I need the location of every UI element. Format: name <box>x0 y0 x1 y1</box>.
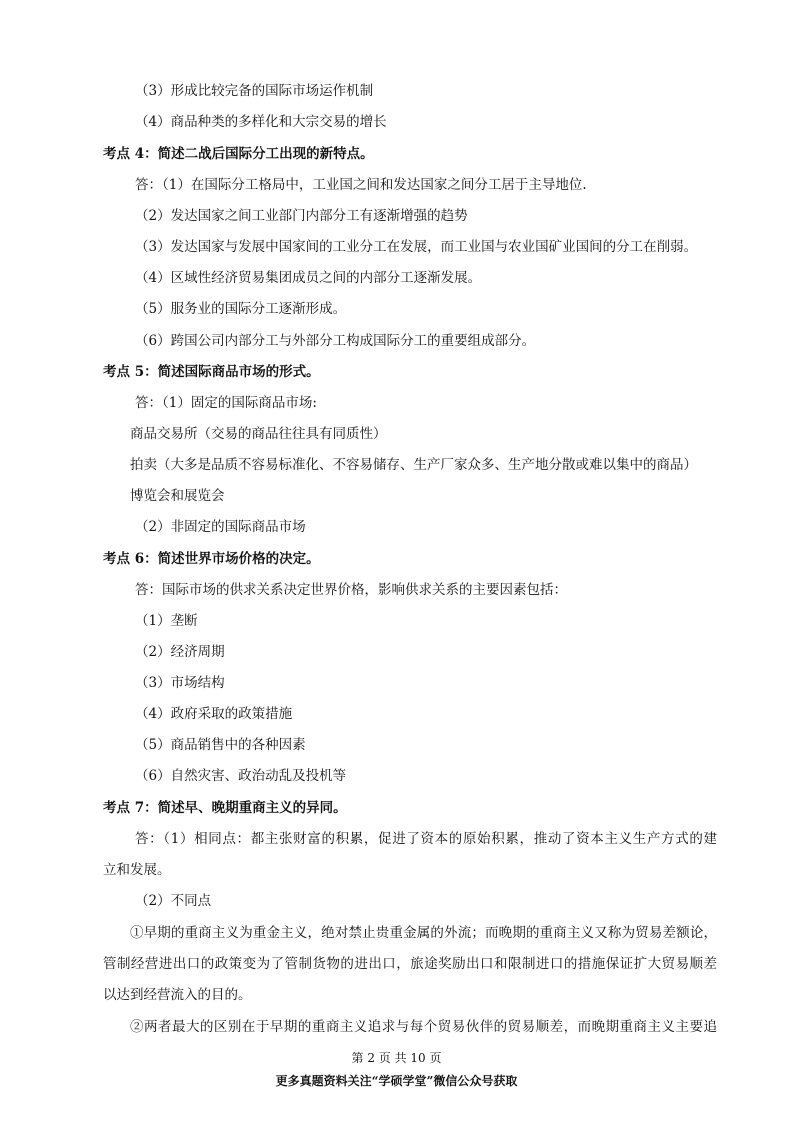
text-line: 博览会和展览会 <box>130 488 225 504</box>
text-line: （2）经济周期 <box>135 644 225 660</box>
text-line: （4）商品种类的多样化和大宗交易的增长 <box>135 114 387 130</box>
text-line: 答：（1）在国际分工格局中，工业国之间和发达国家之间分工居于主导地位. <box>135 177 587 193</box>
section-heading: 考点 4：简述二战后国际分工出现的新特点。 <box>103 146 374 162</box>
text-line: （3）形成比较完备的国际市场运作机制 <box>135 83 374 99</box>
text-line: 管制经营进出口的政策变为了管制货物的进出口，旅途奖励出口和限制进口的措施保证扩大贸易顺差 <box>103 956 717 972</box>
text-line: （2）非固定的国际商品市场 <box>135 519 306 535</box>
text-line: ②两者最大的区别在于早期的重商主义追求与每个贸易伙伴的贸易顺差，而晚期重商主义主要追 <box>130 1019 717 1035</box>
text-line: （3）发达国家与发展中国家间的工业分工在发展，而工业国与农业国矿业国间的分工在削弱。 <box>135 239 698 255</box>
text-line: （2）发达国家之间工业部门内部分工有逐渐增强的趋势 <box>135 208 468 224</box>
text-line: （1）垄断 <box>135 613 198 629</box>
text-line: 商品交易所（交易的商品往往具有同质性） <box>130 426 387 442</box>
text-line: 拍卖（大多是品质不容易标准化、不容易储存、生产厂家众多、生产地分散或难以集中的商品） <box>130 457 697 473</box>
text-line: （4）政府采取的政策措施 <box>135 706 293 722</box>
footer-note: 更多真题资料关注“学硕学堂”微信公众号获取 <box>275 1074 518 1088</box>
text-line: （3）市场结构 <box>135 675 225 691</box>
section-heading: 考点 5：简述国际商品市场的形式。 <box>103 364 320 380</box>
text-line: 立和发展。 <box>103 862 171 878</box>
text-line: 答：（1）固定的国际商品市场: <box>135 395 317 411</box>
text-line: （2）不同点 <box>135 893 212 909</box>
text-line: （5）商品销售中的各种因素 <box>135 737 306 753</box>
page-number: 第 2 页 共 10 页 <box>351 1051 442 1065</box>
text-line: 以达到经营流入的目的。 <box>103 987 252 1003</box>
text-line: ①早期的重商主义为重金主义，绝对禁止贵重金属的外流；而晚期的重商主义又称为贸易差额论， <box>130 925 717 941</box>
section-heading: 考点 7：简述早、晚期重商主义的异同。 <box>103 800 347 816</box>
text-line: （5）服务业的国际分工逐渐形成。 <box>135 301 347 317</box>
text-line: 答：（1）相同点：都主张财富的积累，促进了资本的原始积累，推动了资本主义生产方式的建 <box>135 831 717 847</box>
text-line: （6）自然灾害、政治动乱及投机等 <box>135 768 347 784</box>
section-heading: 考点 6：简述世界市场价格的决定。 <box>103 551 320 567</box>
text-line: （6）跨国公司内部分工与外部分工构成国际分工的重要组成部分。 <box>135 333 536 349</box>
text-line: 答：国际市场的供求关系决定世界价格，影响供求关系的主要因素包括： <box>135 582 567 598</box>
text-line: （4）区域性经济贸易集团成员之间的内部分工逐渐发展。 <box>135 270 482 286</box>
